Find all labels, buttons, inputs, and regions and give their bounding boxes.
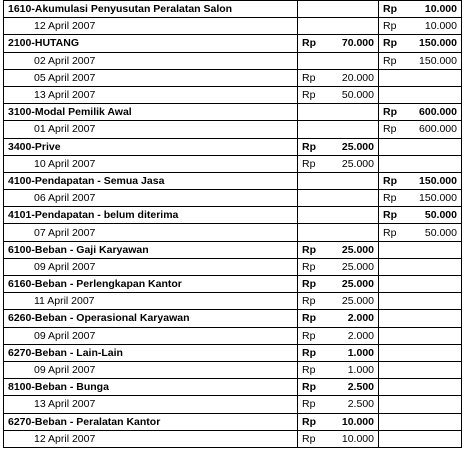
transaction-row bbox=[4, 224, 462, 241]
credit-currency: Rp bbox=[379, 207, 408, 224]
debit-currency bbox=[298, 18, 332, 35]
credit-amount: 50.000 bbox=[408, 224, 462, 241]
credit-currency bbox=[379, 310, 408, 327]
credit-currency bbox=[379, 430, 408, 447]
account-header-row bbox=[4, 413, 462, 430]
debit-amount: 25.000 bbox=[332, 138, 379, 155]
debit-amount bbox=[332, 104, 379, 121]
debit-amount: 10.000 bbox=[332, 430, 379, 447]
transaction-date: 11 April 2007 bbox=[4, 293, 298, 310]
credit-currency: Rp bbox=[379, 121, 408, 138]
account-name: 2100-HUTANG bbox=[4, 35, 298, 52]
debit-amount: 25.000 bbox=[332, 258, 379, 275]
account-name: 6260-Beban - Operasional Karyawan bbox=[4, 310, 298, 327]
debit-amount: 1.000 bbox=[332, 361, 379, 378]
transaction-date: 01 April 2007 bbox=[4, 121, 298, 138]
credit-amount bbox=[408, 310, 462, 327]
debit-currency bbox=[298, 172, 332, 189]
transaction-date: 09 April 2007 bbox=[4, 258, 298, 275]
debit-amount: 2.000 bbox=[332, 310, 379, 327]
credit-amount bbox=[408, 155, 462, 172]
account-name: 3100-Modal Pemilik Awal bbox=[4, 104, 298, 121]
credit-currency bbox=[379, 293, 408, 310]
account-header-row bbox=[4, 172, 462, 189]
transaction-row bbox=[4, 52, 462, 69]
debit-currency: Rp bbox=[298, 396, 332, 413]
credit-amount bbox=[408, 138, 462, 155]
credit-amount bbox=[408, 379, 462, 396]
credit-amount bbox=[408, 361, 462, 378]
debit-currency: Rp bbox=[298, 361, 332, 378]
credit-currency bbox=[379, 361, 408, 378]
debit-currency bbox=[298, 52, 332, 69]
debit-amount bbox=[332, 18, 379, 35]
debit-currency bbox=[298, 207, 332, 224]
debit-currency bbox=[298, 1, 332, 18]
transaction-row bbox=[4, 121, 462, 138]
debit-amount: 70.000 bbox=[332, 35, 379, 52]
account-header-row bbox=[4, 241, 462, 258]
debit-amount bbox=[332, 207, 379, 224]
credit-amount bbox=[408, 430, 462, 447]
credit-currency: Rp bbox=[379, 224, 408, 241]
debit-amount: 10.000 bbox=[332, 413, 379, 430]
transaction-row bbox=[4, 18, 462, 35]
debit-amount: 2.000 bbox=[332, 327, 379, 344]
credit-amount bbox=[408, 86, 462, 103]
debit-currency: Rp bbox=[298, 86, 332, 103]
credit-currency: Rp bbox=[379, 18, 408, 35]
debit-currency: Rp bbox=[298, 310, 332, 327]
debit-amount bbox=[332, 1, 379, 18]
debit-amount: 25.000 bbox=[332, 276, 379, 293]
credit-amount: 150.000 bbox=[408, 52, 462, 69]
account-header-row bbox=[4, 344, 462, 361]
credit-amount bbox=[408, 241, 462, 258]
debit-currency: Rp bbox=[298, 293, 332, 310]
transaction-date: 10 April 2007 bbox=[4, 155, 298, 172]
credit-currency bbox=[379, 258, 408, 275]
transaction-date: 07 April 2007 bbox=[4, 224, 298, 241]
credit-currency bbox=[379, 69, 408, 86]
credit-amount bbox=[408, 258, 462, 275]
transaction-row bbox=[4, 396, 462, 413]
credit-amount bbox=[408, 276, 462, 293]
transaction-row bbox=[4, 327, 462, 344]
debit-amount: 1.000 bbox=[332, 344, 379, 361]
credit-currency: Rp bbox=[379, 52, 408, 69]
debit-amount: 20.000 bbox=[332, 69, 379, 86]
credit-currency bbox=[379, 327, 408, 344]
debit-amount: 50.000 bbox=[332, 86, 379, 103]
account-name: 6160-Beban - Perlengkapan Kantor bbox=[4, 276, 298, 293]
credit-amount bbox=[408, 69, 462, 86]
credit-currency bbox=[379, 241, 408, 258]
transaction-date: 12 April 2007 bbox=[4, 430, 298, 447]
credit-amount: 600.000 bbox=[408, 104, 462, 121]
credit-currency bbox=[379, 413, 408, 430]
credit-currency bbox=[379, 86, 408, 103]
debit-amount bbox=[332, 121, 379, 138]
credit-amount: 150.000 bbox=[408, 172, 462, 189]
credit-amount: 150.000 bbox=[408, 190, 462, 207]
transaction-row bbox=[4, 293, 462, 310]
debit-currency: Rp bbox=[298, 35, 332, 52]
transaction-date: 05 April 2007 bbox=[4, 69, 298, 86]
debit-currency: Rp bbox=[298, 327, 332, 344]
ledger-body bbox=[4, 1, 462, 448]
debit-amount bbox=[332, 52, 379, 69]
debit-currency: Rp bbox=[298, 344, 332, 361]
transaction-date: 12 April 2007 bbox=[4, 18, 298, 35]
account-header-row bbox=[4, 310, 462, 327]
debit-currency: Rp bbox=[298, 379, 332, 396]
credit-amount bbox=[408, 413, 462, 430]
transaction-row bbox=[4, 69, 462, 86]
debit-currency bbox=[298, 190, 332, 207]
debit-currency: Rp bbox=[298, 69, 332, 86]
account-name: 4100-Pendapatan - Semua Jasa bbox=[4, 172, 298, 189]
credit-amount: 50.000 bbox=[408, 207, 462, 224]
transaction-row bbox=[4, 430, 462, 447]
debit-currency bbox=[298, 224, 332, 241]
credit-amount: 10.000 bbox=[408, 1, 462, 18]
debit-currency: Rp bbox=[298, 138, 332, 155]
transaction-date: 13 April 2007 bbox=[4, 86, 298, 103]
account-header-row bbox=[4, 379, 462, 396]
credit-currency: Rp bbox=[379, 190, 408, 207]
debit-currency: Rp bbox=[298, 155, 332, 172]
debit-amount bbox=[332, 190, 379, 207]
account-name: 6270-Beban - Lain-Lain bbox=[4, 344, 298, 361]
credit-currency bbox=[379, 276, 408, 293]
credit-amount bbox=[408, 293, 462, 310]
account-header-row bbox=[4, 104, 462, 121]
account-header-row bbox=[4, 35, 462, 52]
credit-currency: Rp bbox=[379, 35, 408, 52]
debit-currency: Rp bbox=[298, 258, 332, 275]
credit-currency bbox=[379, 344, 408, 361]
credit-amount bbox=[408, 396, 462, 413]
transaction-date: 02 April 2007 bbox=[4, 52, 298, 69]
account-name: 4101-Pendapatan - belum diterima bbox=[4, 207, 298, 224]
debit-amount: 2.500 bbox=[332, 379, 379, 396]
credit-currency bbox=[379, 379, 408, 396]
transaction-row bbox=[4, 155, 462, 172]
debit-currency bbox=[298, 121, 332, 138]
credit-currency: Rp bbox=[379, 104, 408, 121]
account-header-row bbox=[4, 207, 462, 224]
transaction-row bbox=[4, 361, 462, 378]
account-name: 6100-Beban - Gaji Karyawan bbox=[4, 241, 298, 258]
credit-amount: 600.000 bbox=[408, 121, 462, 138]
debit-amount bbox=[332, 224, 379, 241]
transaction-date: 09 April 2007 bbox=[4, 327, 298, 344]
account-header-row bbox=[4, 1, 462, 18]
transaction-row bbox=[4, 258, 462, 275]
transaction-row bbox=[4, 190, 462, 207]
credit-amount: 150.000 bbox=[408, 35, 462, 52]
debit-amount: 25.000 bbox=[332, 155, 379, 172]
account-header-row bbox=[4, 276, 462, 293]
debit-currency: Rp bbox=[298, 276, 332, 293]
credit-amount bbox=[408, 344, 462, 361]
credit-currency: Rp bbox=[379, 1, 408, 18]
account-name: 8100-Beban - Bunga bbox=[4, 379, 298, 396]
debit-amount: 2.500 bbox=[332, 396, 379, 413]
account-name: 3400-Prive bbox=[4, 138, 298, 155]
debit-amount bbox=[332, 172, 379, 189]
debit-currency: Rp bbox=[298, 430, 332, 447]
debit-currency: Rp bbox=[298, 241, 332, 258]
transaction-row bbox=[4, 86, 462, 103]
credit-amount: 10.000 bbox=[408, 18, 462, 35]
account-name: 1610-Akumulasi Penyusutan Peralatan Salon bbox=[4, 1, 298, 18]
account-header-row bbox=[4, 138, 462, 155]
credit-currency bbox=[379, 138, 408, 155]
credit-amount bbox=[408, 327, 462, 344]
debit-currency bbox=[298, 104, 332, 121]
credit-currency bbox=[379, 396, 408, 413]
ledger-table bbox=[3, 0, 462, 448]
transaction-date: 06 April 2007 bbox=[4, 190, 298, 207]
transaction-date: 09 April 2007 bbox=[4, 361, 298, 378]
debit-amount: 25.000 bbox=[332, 241, 379, 258]
debit-amount: 25.000 bbox=[332, 293, 379, 310]
account-name: 6270-Beban - Peralatan Kantor bbox=[4, 413, 298, 430]
credit-currency: Rp bbox=[379, 172, 408, 189]
credit-currency bbox=[379, 155, 408, 172]
debit-currency: Rp bbox=[298, 413, 332, 430]
transaction-date: 13 April 2007 bbox=[4, 396, 298, 413]
